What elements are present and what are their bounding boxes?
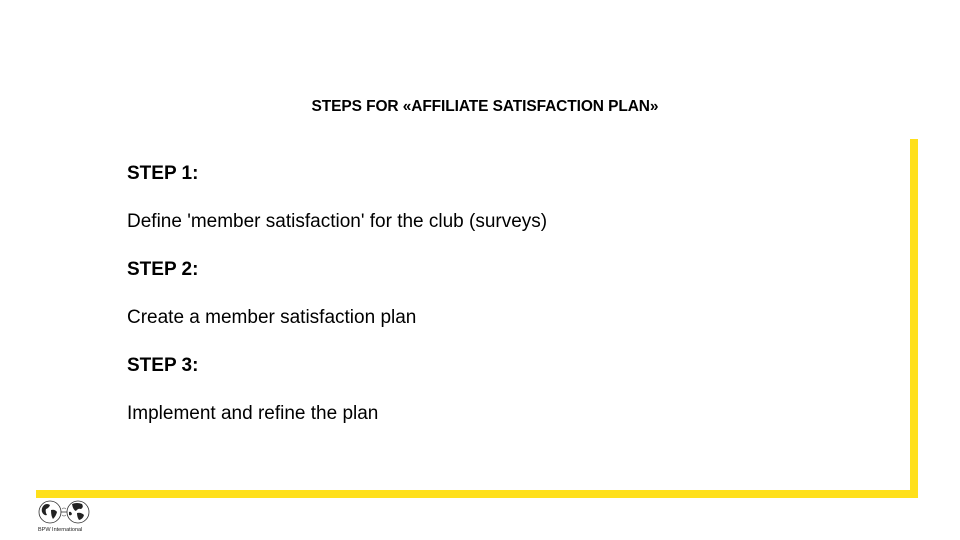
step-3-heading: STEP 3: <box>127 355 199 376</box>
step-1 <box>127 160 887 256</box>
bpw-logo <box>36 498 96 538</box>
step-3-text: Implement and refine the plan <box>127 403 379 424</box>
step-2 <box>127 256 887 352</box>
step-2-heading: STEP 2: <box>127 259 199 280</box>
step-3 <box>127 352 887 428</box>
step-1-text: Define 'member satisfaction' for the club (surveys) <box>127 211 548 232</box>
accent-bar-bottom <box>36 490 918 498</box>
step-1-heading: STEP 1: <box>127 163 199 184</box>
globe-icon <box>36 498 96 528</box>
logo-label: BPW International <box>38 527 83 533</box>
slide-title: STEPS FOR «AFFILIATE SATISFACTION PLAN» <box>311 98 659 115</box>
steps-list <box>127 160 887 428</box>
step-2-text: Create a member satisfaction plan <box>127 307 417 328</box>
accent-bar-right <box>910 139 918 498</box>
